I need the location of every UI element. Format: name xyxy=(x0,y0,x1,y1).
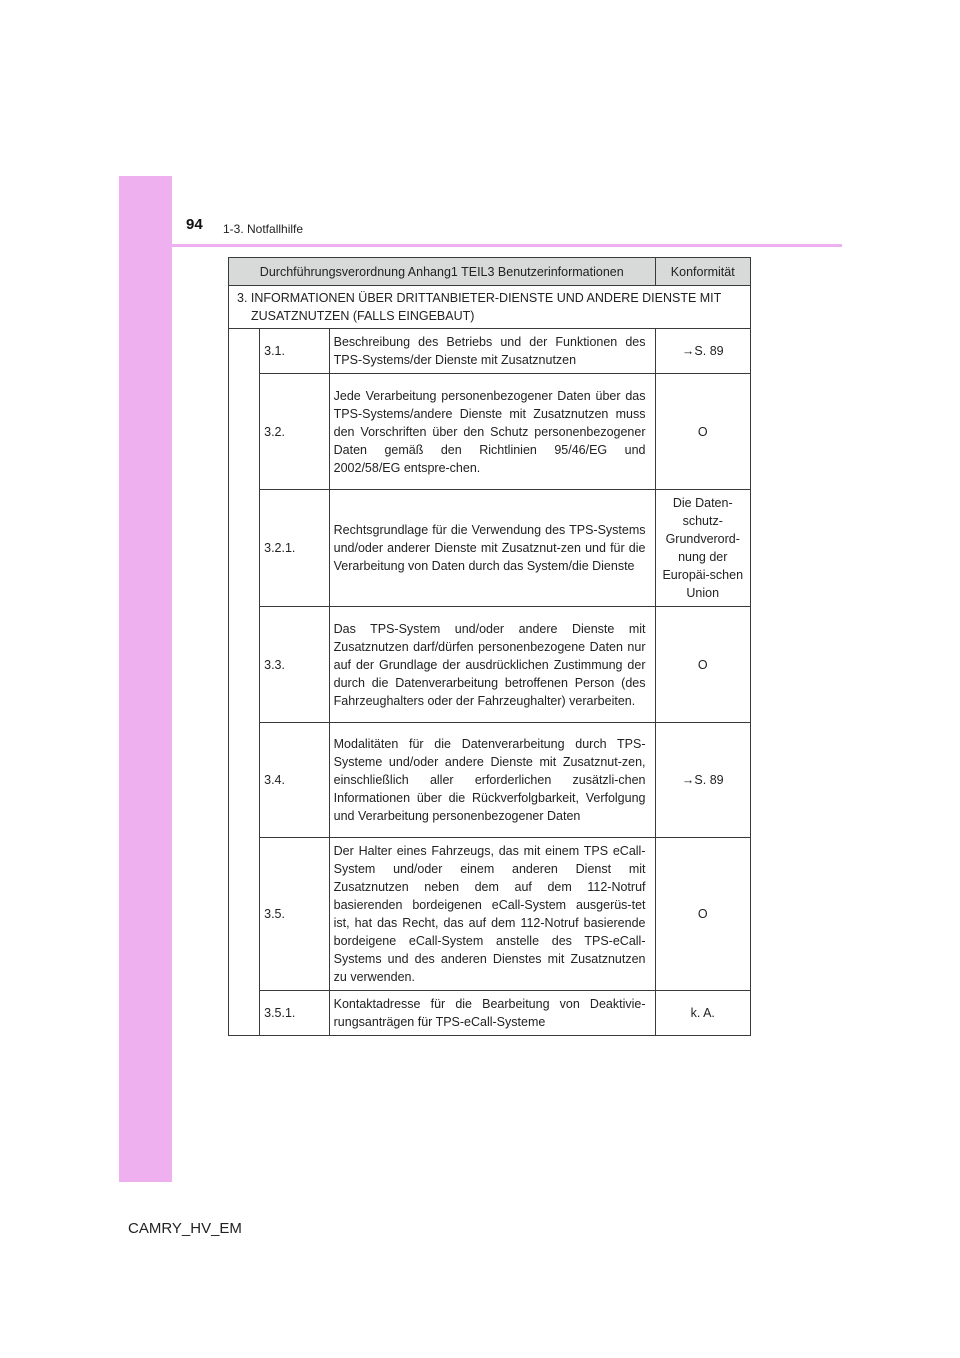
table-row xyxy=(229,991,751,1036)
column-header-conformity: Konformität xyxy=(655,258,751,286)
row-number: 3.2. xyxy=(260,374,330,490)
row-conformity: O xyxy=(655,838,751,991)
table-row xyxy=(229,723,751,838)
table-row xyxy=(229,374,751,490)
row-conformity: Die Daten-schutz-Grundverord-nung der Europäi-schen Union xyxy=(655,490,751,607)
side-color-strip xyxy=(119,176,172,1182)
row-number: 3.5.1. xyxy=(260,991,330,1036)
row-description: Rechtsgrundlage für die Verwendung des TPS-Systems und/oder anderer Dienste mit Zusatznut-zen und für die Verarbeitung von Daten durch das System/die Dienste xyxy=(329,490,655,607)
section-heading xyxy=(229,286,751,329)
row-number: 3.2.1. xyxy=(260,490,330,607)
row-description: Das TPS-System und/oder andere Dienste mit Zusatznutzen darf/dürfen personenbezogene Daten nur auf der Grundlage der ausdrücklichen Zustimmung der durch die Datenverarbeitung betroffenen Person (des Fahrzeughalters oder der Fahrzeughalter) verarbeiten. xyxy=(329,607,655,723)
header-divider xyxy=(119,244,842,247)
row-conformity: O xyxy=(655,607,751,723)
section-heading-row xyxy=(229,286,751,329)
column-header-regulation: Durchführungsverordnung Anhang1 TEIL3 Benutzerinformationen xyxy=(229,258,656,286)
section-title: 1-3. Notfallhilfe xyxy=(223,222,304,236)
row-number: 3.3. xyxy=(260,607,330,723)
footer-model-code: CAMRY_HV_EM xyxy=(128,1220,242,1237)
row-number: 3.5. xyxy=(260,838,330,991)
row-description: Modalitäten für die Datenverarbeitung durch TPS-Systeme und/oder andere Dienste mit Zusatznut-zen, einschließlich aller erforderlichen zusätzli-chen Informationen über die Rückverfolgbarkeit, Verfolgung und Verarbeitung personenbezogener Daten xyxy=(329,723,655,838)
table-header-row xyxy=(229,258,751,286)
row-conformity: →S. 89 xyxy=(655,329,751,374)
row-conformity: k. A. xyxy=(655,991,751,1036)
table-row xyxy=(229,838,751,991)
table-row xyxy=(229,329,751,374)
row-description: Beschreibung des Betriebs und der Funktionen des TPS-Systems/der Dienste mit Zusatznutzen xyxy=(329,329,655,374)
row-description: Der Halter eines Fahrzeugs, das mit einem TPS eCall-System und/oder einem anderen Dienst mit Zusatznutzen neben dem auf dem 112-Notruf basierenden bordeigenen eCall-System ausgerüs-tet ist, hat das Recht, das auf dem 112-Notruf basierende bordeigene eCall-System anstelle des TPS-eCall-Systems und des anderen Dienstes mit Zusatznutzen zu verwenden. xyxy=(329,838,655,991)
indent-cell xyxy=(229,329,260,1036)
row-conformity: →S. 89 xyxy=(655,723,751,838)
section-heading-text: 3. INFORMATIONEN ÜBER DRITTANBIETER-DIENSTE UND ANDERE DIENSTE MIT ZUSATZNUTZEN (FALLS EINGEBAUT) xyxy=(237,291,722,323)
table-row xyxy=(229,607,751,723)
row-description: Kontaktadresse für die Bearbeitung von Deaktivie-rungsanträgen für TPS-eCall-Systeme xyxy=(329,991,655,1036)
row-description: Jede Verarbeitung personenbezogener Daten über das TPS-Systems/andere Dienste mit Zusatznutzen muss den Vorschriften über den Schutz personenbezogener Daten gemäß den Richtlinien 95/46/EG und 2002/58/EG entspre-chen. xyxy=(329,374,655,490)
user-information-table xyxy=(228,257,751,1036)
row-number: 3.4. xyxy=(260,723,330,838)
page-number: 94 xyxy=(186,216,203,233)
row-number: 3.1. xyxy=(260,329,330,374)
table-row xyxy=(229,490,751,607)
row-conformity: O xyxy=(655,374,751,490)
